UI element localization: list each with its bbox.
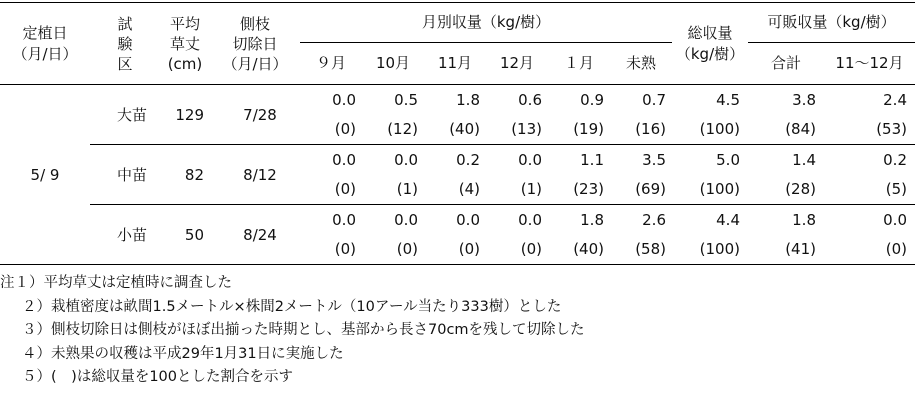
ratio-cell: (40) — [548, 235, 610, 265]
value-cell: 0.2 — [424, 145, 486, 175]
plot-cell: 大苗 — [90, 85, 160, 145]
removal-cell: 8/12 — [210, 145, 300, 205]
removal-cell: 7/28 — [210, 85, 300, 145]
ratio-cell: (28) — [785, 180, 816, 199]
header-monthly-yield: 月別収量（kg/樹） — [300, 3, 672, 43]
value-cell: 0.0 — [486, 205, 548, 235]
footnote-2: ２）栽植密度は畝間1.5メートル×株間2メートル（10アール当たり333樹）とした — [22, 298, 562, 315]
ratio-cell: (0) — [362, 235, 424, 265]
ratio-cell: (0) — [300, 235, 362, 265]
ratio-cell: (1) — [396, 180, 418, 199]
header-avg-height: 平均 草丈 (cm) — [160, 3, 210, 85]
value-cell: 0.0 — [300, 205, 362, 235]
height-cell: 50 — [160, 205, 210, 265]
yield-table — [0, 2, 915, 265]
header-plot: 試 験 区 — [90, 3, 160, 85]
height-cell: 82 — [160, 145, 210, 205]
removal-cell: 8/24 — [210, 205, 300, 265]
ratio-cell: (23) — [573, 180, 604, 199]
height-cell: 129 — [160, 85, 210, 145]
plot-cell: 小苗 — [90, 205, 160, 265]
ratio-cell: (41) — [748, 235, 824, 265]
header-lateral-removal: 側枝 切除日 （月/日） — [210, 3, 300, 85]
value-cell: 0.0 — [362, 205, 424, 235]
header-marketable-yield: 可販収量（kg/樹） — [748, 3, 915, 43]
ratio-cell: (1) — [520, 180, 542, 199]
value-cell: 0.0 — [300, 145, 362, 175]
ratio-cell: (12) — [387, 120, 418, 139]
ratio-cell: (4) — [458, 180, 480, 199]
table-row — [0, 145, 915, 175]
ratio-cell: (13) — [511, 120, 542, 139]
value-cell: 0.2 — [824, 145, 915, 175]
ratio-cell: (100) — [672, 235, 748, 265]
plot-cell: 中苗 — [90, 145, 160, 205]
ratio-cell: (58) — [610, 235, 672, 265]
value-cell: 1.8 — [424, 85, 486, 115]
ratio-cell: (5) — [885, 180, 907, 199]
value-cell: 0.0 — [824, 205, 915, 235]
header-immature: 未熟 — [625, 54, 656, 72]
table-row — [0, 205, 915, 235]
ratio-cell: (0) — [334, 120, 356, 139]
value-cell: 0.0 — [362, 145, 424, 175]
header-total-yield: 総収量 （kg/樹） — [672, 3, 748, 85]
value-cell: 2.4 — [824, 85, 915, 115]
value-cell: 1.8 — [548, 205, 610, 235]
footnote-1: 注１）平均草丈は定植時に調査した — [0, 275, 232, 291]
value-cell: 5.0 — [672, 145, 748, 175]
header-month-nov: 11月 — [437, 54, 473, 72]
header-marketable-total: 合計 — [770, 54, 801, 72]
value-cell: 0.0 — [486, 145, 548, 175]
value-cell: 0.9 — [548, 85, 610, 115]
header-month-oct: 10月 — [375, 54, 411, 72]
ratio-cell: (53) — [876, 120, 907, 139]
ratio-cell: (100) — [699, 120, 740, 139]
value-cell: 1.1 — [548, 145, 610, 175]
ratio-cell: (19) — [573, 120, 604, 139]
ratio-cell: (0) — [424, 235, 486, 265]
header-month-sep: ９月 — [315, 54, 346, 72]
value-cell: 1.4 — [748, 145, 824, 175]
value-cell: 3.8 — [748, 85, 824, 115]
footnote-3: ３）側枝切除日は側枝がほぼ出揃った時期とし、基部から長さ70cmを残して切除した — [22, 322, 585, 338]
value-cell: 3.5 — [610, 145, 672, 175]
ratio-cell: (0) — [334, 180, 356, 199]
value-cell: 0.0 — [300, 85, 362, 115]
header-month-dec: 12月 — [499, 54, 535, 72]
value-cell: 2.6 — [610, 205, 672, 235]
ratio-cell: (0) — [486, 235, 548, 265]
header-planting-date: 定植日 （月/日） — [0, 3, 90, 85]
ratio-cell: (16) — [635, 120, 666, 139]
footnote-4: ４）未熟果の収穫は平成29年1月31日に実施した — [22, 345, 344, 362]
header-month-jan: １月 — [563, 54, 594, 72]
header-marketable-novdec: 11〜12月 — [835, 54, 904, 72]
value-cell: 1.8 — [748, 205, 824, 235]
value-cell: 4.4 — [672, 205, 748, 235]
planting-date-cell: 5/ 9 — [0, 85, 90, 265]
value-cell: 4.5 — [672, 85, 748, 115]
table-row — [0, 85, 915, 115]
ratio-cell: (84) — [785, 120, 816, 139]
footnotes — [0, 272, 915, 390]
value-cell: 0.0 — [424, 205, 486, 235]
ratio-cell: (0) — [824, 235, 915, 265]
footnote-5: ５）( )は総収量を100とした割合を示す — [22, 369, 293, 385]
ratio-cell: (40) — [449, 120, 480, 139]
value-cell: 0.5 — [362, 85, 424, 115]
value-cell: 0.6 — [486, 85, 548, 115]
value-cell: 0.7 — [610, 85, 672, 115]
ratio-cell: (100) — [699, 180, 740, 199]
ratio-cell: (69) — [635, 180, 666, 199]
